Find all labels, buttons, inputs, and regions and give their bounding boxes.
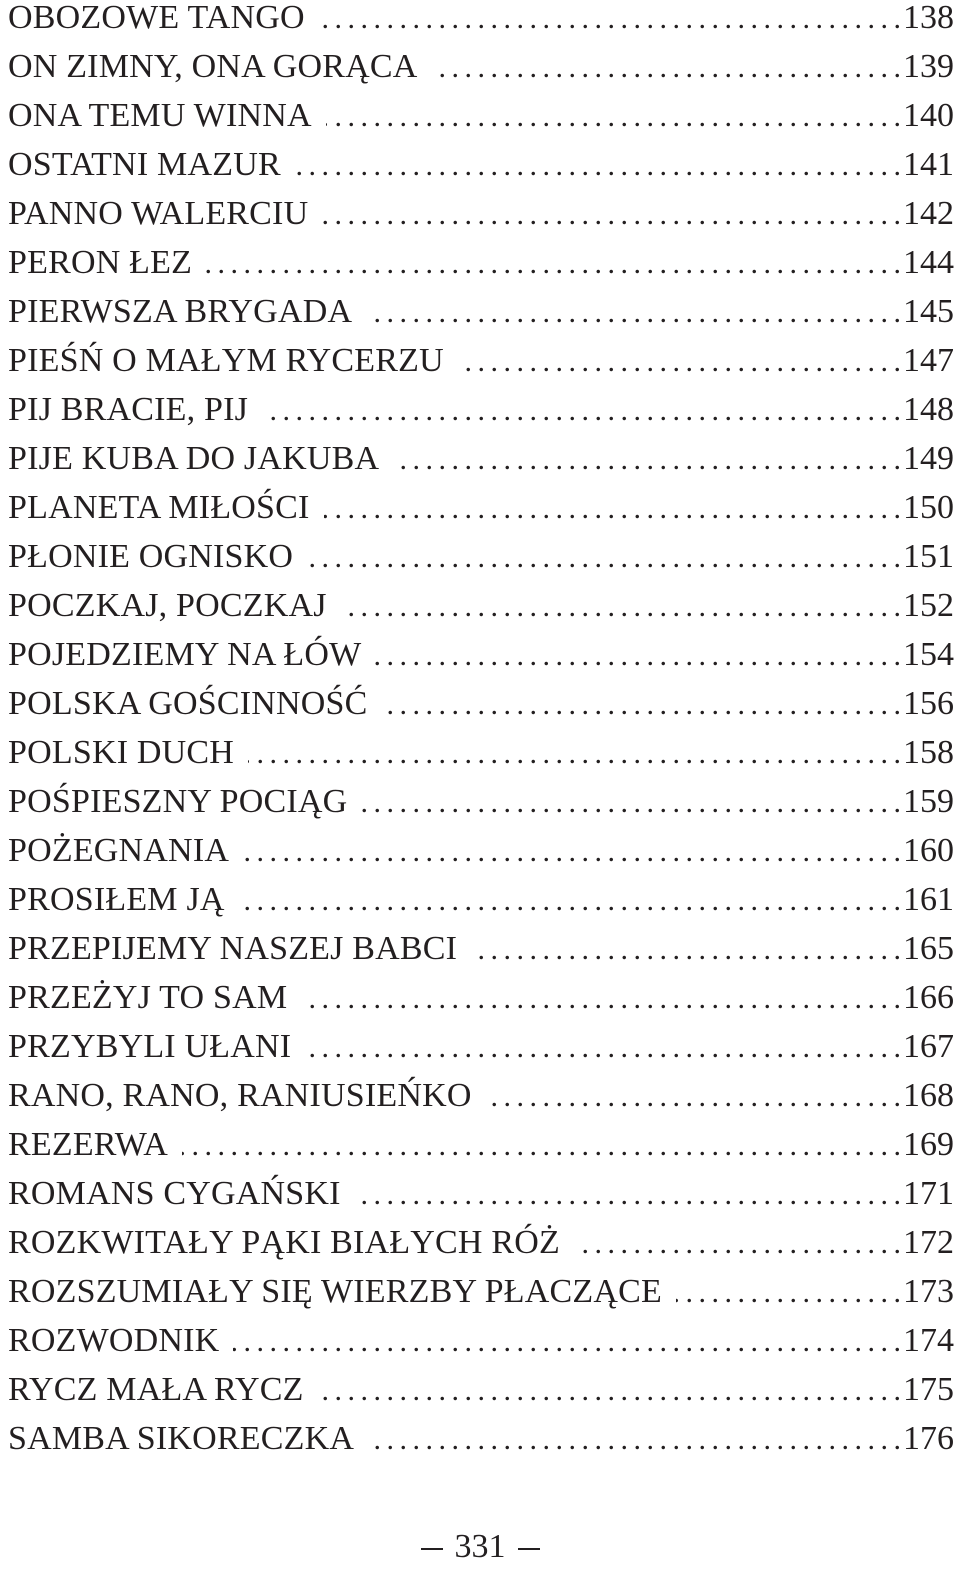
dot-leader (471, 925, 901, 973)
toc-entry (8, 532, 954, 581)
toc-entry (8, 679, 954, 728)
toc-entry (8, 1414, 954, 1463)
entry-page-number: 176 (903, 1420, 954, 1457)
toc-entry (8, 1071, 954, 1120)
entry-title: PERON ŁEZ (8, 244, 193, 281)
entry-page-number: 160 (903, 832, 954, 869)
entry-page-number: 138 (903, 0, 954, 36)
dot-leader (305, 1023, 901, 1071)
entry-title: POŚPIESZNY POCIĄG (8, 783, 348, 820)
toc-entry (8, 924, 954, 973)
entry-title: POLSKA GOŚCINNOŚĆ (8, 685, 368, 722)
entry-title: POŻEGNANIA (8, 832, 230, 869)
dot-leader (318, 1366, 901, 1414)
dot-leader (262, 386, 901, 434)
toc-entry (8, 336, 954, 385)
dot-leader (248, 729, 901, 777)
entry-title: RYCZ MAŁA RYCZ (8, 1371, 304, 1408)
entry-title: OSTATNI MAZUR (8, 146, 281, 183)
entry-page-number: 144 (903, 244, 954, 281)
entry-page-number: 167 (903, 1028, 954, 1065)
toc-entry (8, 1169, 954, 1218)
dot-leader (361, 778, 901, 826)
entry-title: ROZSZUMIAŁY SIĘ WIERZBY PŁACZĄCE (8, 1273, 662, 1310)
entry-title: ROZKWITAŁY PĄKI BIAŁYCH RÓŻ (8, 1224, 560, 1261)
dot-leader (182, 1121, 901, 1169)
entry-title: PIJ BRACIE, PIJ (8, 391, 249, 428)
entry-title: PIJE KUBA DO JAKUBA (8, 440, 380, 477)
dot-leader (458, 337, 901, 385)
dot-leader (243, 827, 901, 875)
dot-leader (366, 288, 901, 336)
dot-leader (486, 1072, 901, 1120)
entry-title: POJEDZIEMY NA ŁÓW (8, 636, 362, 673)
dot-leader (239, 876, 901, 924)
dot-leader (355, 1170, 901, 1218)
entry-page-number: 173 (903, 1273, 954, 1310)
entry-page-number: 150 (903, 489, 954, 526)
entry-page-number: 169 (903, 1126, 954, 1163)
entry-page-number: 151 (903, 538, 954, 575)
entry-page-number: 168 (903, 1077, 954, 1114)
entry-title: PRZEPIJEMY NASZEJ BABCI (8, 930, 458, 967)
entry-page-number: 141 (903, 146, 954, 183)
toc-entry (8, 140, 954, 189)
entry-title: PIEŚŃ O MAŁYM RYCERZU (8, 342, 444, 379)
toc-entry (8, 1365, 954, 1414)
toc-entry (8, 826, 954, 875)
dot-leader (301, 974, 901, 1022)
dot-leader (432, 43, 901, 91)
dot-leader (368, 1415, 901, 1463)
entry-title: PŁONIE OGNISKO (8, 538, 294, 575)
toc-entry (8, 581, 954, 630)
entry-page-number: 149 (903, 440, 954, 477)
dot-leader (295, 141, 901, 189)
toc-entry (8, 434, 954, 483)
dot-leader (324, 484, 901, 532)
toc-entry (8, 189, 954, 238)
entry-page-number: 161 (903, 881, 954, 918)
toc-entry (8, 1316, 954, 1365)
toc-entry (8, 91, 954, 140)
entry-page-number: 145 (903, 293, 954, 330)
toc-entry (8, 287, 954, 336)
toc-entry (8, 0, 954, 42)
entry-title: PRZYBYLI UŁANI (8, 1028, 292, 1065)
page-footer (0, 1527, 960, 1567)
entry-title: PLANETA MIŁOŚCI (8, 489, 310, 526)
entry-title: RANO, RANO, RANIUSIEŃKO (8, 1077, 472, 1114)
toc-entry (8, 483, 954, 532)
entry-title: ROMANS CYGAŃSKI (8, 1175, 341, 1212)
toc-entry (8, 973, 954, 1022)
entry-page-number: 147 (903, 342, 954, 379)
dot-leader (206, 239, 901, 287)
page-number: 331 (454, 1528, 506, 1565)
toc-entry (8, 1267, 954, 1316)
entry-title: PRZEŻYJ TO SAM (8, 979, 288, 1016)
entry-page-number: 158 (903, 734, 954, 771)
footer-dash-right (518, 1548, 540, 1550)
entry-title: POCZKAJ, POCZKAJ (8, 587, 327, 624)
entry-page-number: 171 (903, 1175, 954, 1212)
dot-leader (676, 1268, 901, 1316)
toc-entry (8, 1218, 954, 1267)
entry-title: PANNO WALERCIU (8, 195, 309, 232)
table-of-contents (8, 0, 954, 1463)
dot-leader (341, 582, 901, 630)
dot-leader (319, 0, 901, 42)
dot-leader (375, 631, 901, 679)
entry-page-number: 148 (903, 391, 954, 428)
dot-leader (322, 190, 901, 238)
entry-page-number: 156 (903, 685, 954, 722)
dot-leader (307, 533, 901, 581)
toc-entry (8, 728, 954, 777)
dot-leader (393, 435, 901, 483)
entry-page-number: 165 (903, 930, 954, 967)
entry-page-number: 154 (903, 636, 954, 673)
toc-entry (8, 238, 954, 287)
entry-title: PROSIŁEM JĄ (8, 881, 225, 918)
entry-page-number: 142 (903, 195, 954, 232)
footer-dash-left (421, 1548, 443, 1550)
dot-leader (233, 1317, 901, 1365)
entry-page-number: 139 (903, 48, 954, 85)
entry-page-number: 140 (903, 97, 954, 134)
toc-entry (8, 875, 954, 924)
entry-title: ON ZIMNY, ONA GORĄCA (8, 48, 418, 85)
toc-entry (8, 1120, 954, 1169)
entry-page-number: 159 (903, 783, 954, 820)
entry-page-number: 175 (903, 1371, 954, 1408)
dot-leader (574, 1219, 901, 1267)
toc-entry (8, 777, 954, 826)
entry-title: ROZWODNIK (8, 1322, 220, 1359)
entry-title: POLSKI DUCH (8, 734, 235, 771)
entry-page-number: 172 (903, 1224, 954, 1261)
entry-title: SAMBA SIKORECZKA (8, 1420, 355, 1457)
toc-entry (8, 385, 954, 434)
entry-title: OBOZOWE TANGO (8, 0, 305, 36)
dot-leader (382, 680, 901, 728)
entry-title: REZERWA (8, 1126, 169, 1163)
entry-page-number: 174 (903, 1322, 954, 1359)
toc-entry (8, 1022, 954, 1071)
entry-title: PIERWSZA BRYGADA (8, 293, 353, 330)
dot-leader (326, 92, 901, 140)
entry-title: ONA TEMU WINNA (8, 97, 312, 134)
toc-entry (8, 630, 954, 679)
entry-page-number: 166 (903, 979, 954, 1016)
entry-page-number: 152 (903, 587, 954, 624)
toc-entry (8, 42, 954, 91)
